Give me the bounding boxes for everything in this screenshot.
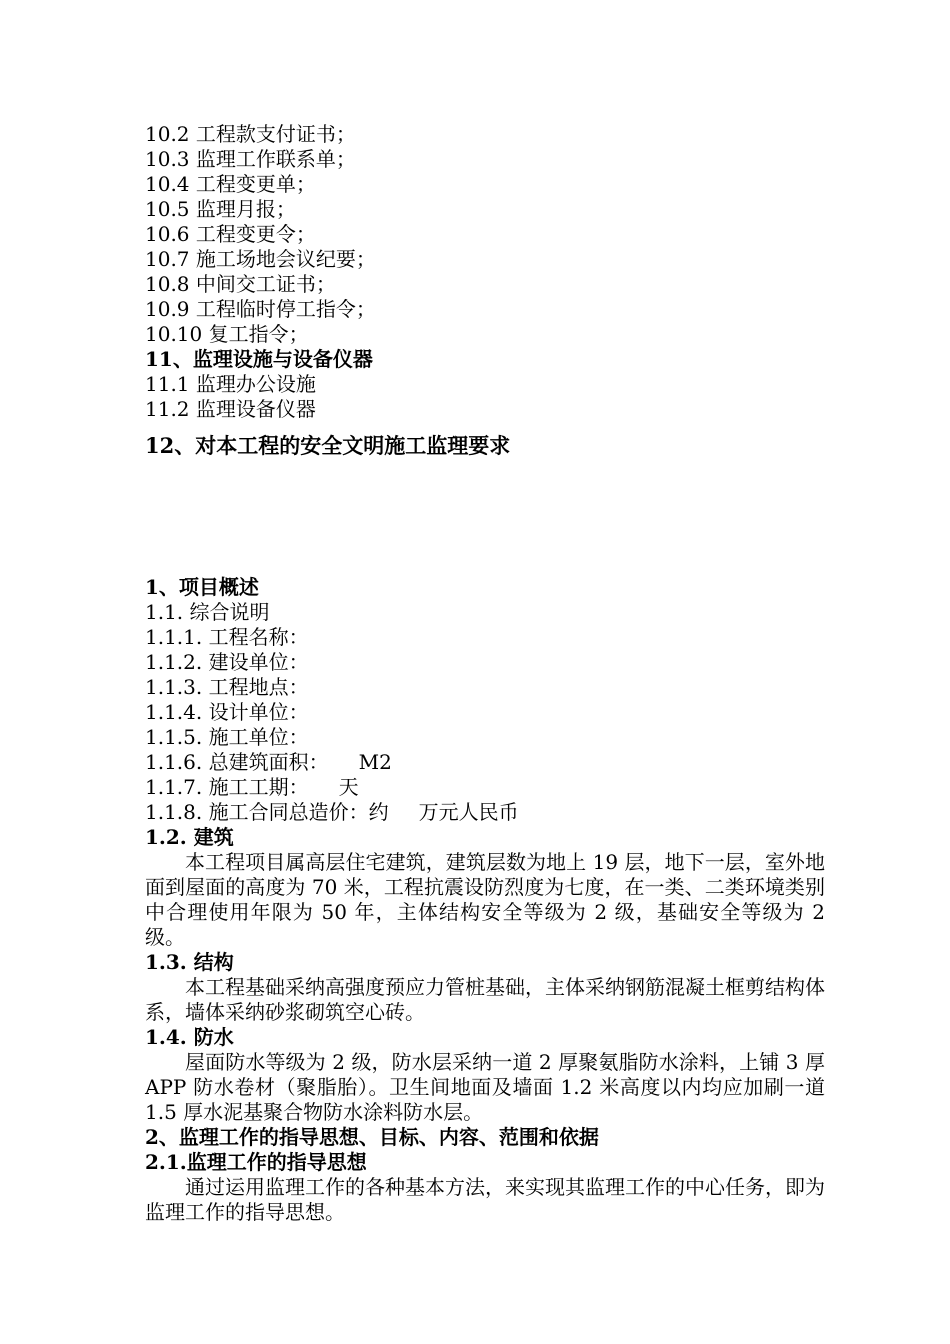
toc-item: 10.6 工程变更令； (145, 222, 316, 246)
location-field: 1.1.3. 工程地点： (145, 675, 309, 699)
toc-item: 10.9 工程临时停工指令； (145, 297, 376, 321)
cost-field (145, 800, 825, 825)
building-paragraph: 本工程项目属高层住宅建筑，建筑层数为地上 19 层，地下一层，室外地面到屋面的高度为 70 米，工程抗震设防烈度为七度，在一类、二类环境类别中合理使用年限为 50 年，主体结构安全等级为 2 级，基础安全等级为 2 级。 (145, 850, 825, 949)
owner-field: 1.1.2. 建设单位： (145, 650, 309, 674)
subsection-1-1: 1.1. 综合说明 (145, 600, 270, 624)
toc-list (145, 122, 825, 347)
cost-label: 1.1.8. 施工合同总造价：约 (145, 800, 389, 824)
area-field (145, 750, 825, 775)
document-page (145, 122, 825, 1225)
structure-paragraph: 本工程基础采纳高强度预应力管桩基础，主体采纳钢筋混凝土框剪结构体系，墙体采纳砂浆砌筑空心砖。 (145, 975, 825, 1024)
toc-item: 10.4 工程变更单； (145, 172, 316, 196)
section-2-heading: 2、监理工作的指导思想、目标、内容、范围和依据 (145, 1125, 599, 1149)
cost-unit: 万元人民币 (418, 800, 519, 824)
project-name-field: 1.1.1. 工程名称： (145, 625, 309, 649)
designer-field: 1.1.4. 设计单位： (145, 700, 309, 724)
area-label: 1.1.6. 总建筑面积： (145, 750, 329, 774)
contractor-field: 1.1.5. 施工单位： (145, 725, 309, 749)
section-1-heading: 1、项目概述 (145, 575, 259, 599)
subsection-1-3-heading: 1.3. 结构 (145, 950, 234, 974)
toc-item: 10.7 施工场地会议纪要； (145, 247, 376, 271)
blank-space (145, 460, 825, 575)
section-11-item: 11.1 监理办公设施 (145, 372, 316, 396)
area-unit: M2 (358, 750, 392, 774)
period-unit: 天 (338, 775, 359, 799)
subsection-2-1-heading: 2.1.监理工作的指导思想 (145, 1150, 367, 1174)
toc-item: 10.5 监理月报； (145, 197, 296, 221)
section-12-heading: 12、对本工程的安全文明施工监理要求 (145, 433, 511, 458)
waterproof-paragraph: 屋面防水等级为 2 级，防水层采纳一道 2 厚聚氨脂防水涂料，上铺 3 厚 APP 防水卷材（聚脂胎）。卫生间地面及墙面 1.2 米高度以内均应加刷一道 1.5 厚水泥基聚合物防水涂料防水层。 (145, 1050, 825, 1124)
section-11-heading: 11、监理设施与设备仪器 (145, 347, 373, 371)
subsection-1-2-heading: 1.2. 建筑 (145, 825, 234, 849)
toc-item: 10.2 工程款支付证书； (145, 122, 356, 146)
subsection-1-4-heading: 1.4. 防水 (145, 1025, 234, 1049)
period-field (145, 775, 825, 800)
section-11-item: 11.2 监理设备仪器 (145, 397, 316, 421)
toc-item: 10.10 复工指令； (145, 322, 309, 346)
toc-item: 10.8 中间交工证书； (145, 272, 336, 296)
guiding-thought-paragraph: 通过运用监理工作的各种基本方法，来实现其监理工作的中心任务，即为监理工作的指导思想。 (145, 1175, 825, 1224)
period-label: 1.1.7. 施工工期： (145, 775, 309, 799)
toc-item: 10.3 监理工作联系单； (145, 147, 356, 171)
